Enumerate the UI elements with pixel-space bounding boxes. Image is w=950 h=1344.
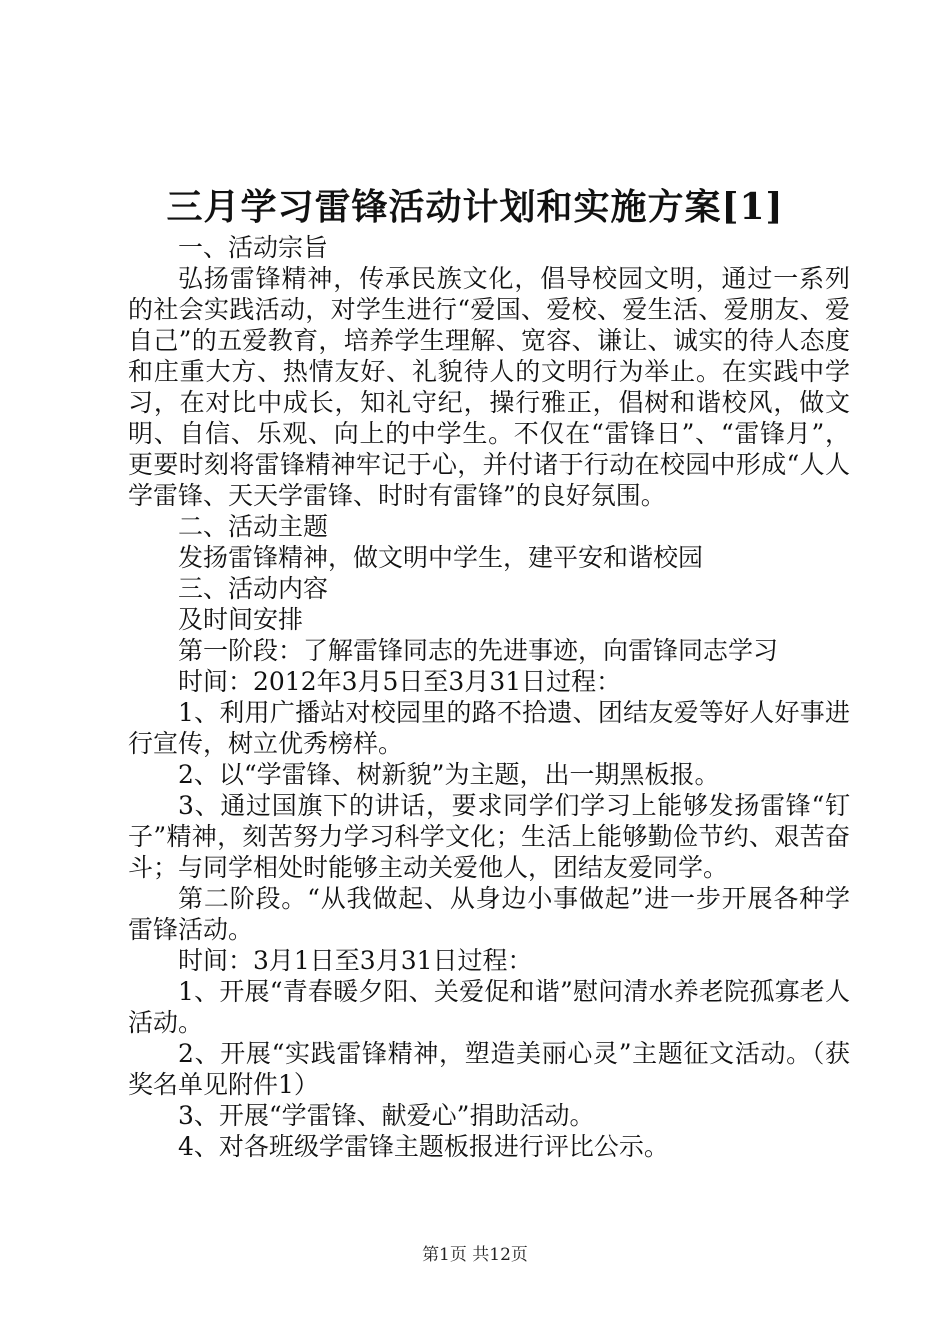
section-heading-schedule: 及时间安排 (178, 605, 304, 634)
paragraph-theme-text: 发扬雷锋精神，做文明中学生，建平安和谐校园 (178, 543, 704, 572)
paragraph-stage-two-item-1: 1、开展“青春暖夕阳、关爱促和谐”慰问清水养老院孤寡老人活动。 (128, 977, 850, 1037)
paragraph-stage-two-item-2: 2、开展“实践雷锋精神，塑造美丽心灵”主题征文活动。（获奖名单见附件1） (128, 1039, 850, 1099)
section-heading-purpose: 一、活动宗旨 (178, 233, 329, 262)
paragraph-stage-one-item-2: 2、以“学雷锋、树新貌”为主题，出一期黑板报。 (178, 760, 720, 789)
paragraph-stage-two-item-3: 3、开展“学雷锋、献爱心”捐助活动。 (178, 1101, 595, 1130)
paragraph-stage-two-time: 时间：3月1日至3月31日过程： (178, 946, 533, 975)
paragraph-stage-two-item-4: 4、对各班级学雷锋主题板报进行评比公示。 (178, 1132, 669, 1161)
page-indicator: 第1页 共12页 (422, 1245, 528, 1265)
section-heading-content: 三、活动内容 (178, 574, 329, 603)
paragraph-purpose-text: 弘扬雷锋精神，传承民族文化，倡导校园文明，通过一系列的社会实践活动，对学生进行“爱国、爱校、爱生活、爱朋友、爱自己”的五爱教育，培养学生理解、宽容、谦让、诚实的待人态度和庄重大方、热情友好、礼貌待人的文明行为举止。在实践中学习，在对比中成长，知礼守纪，操行雅正，倡树和谐校风，做文明、自信、乐观、向上的中学生。不仅在“雷锋日”、“雷锋月”，更要时刻将雷锋精神牢记于心，并付诸于行动在校园中形成“人人学雷锋、天天学雷锋、时时有雷锋”的良好氛围。 (128, 264, 850, 510)
paragraph-stage-one-item-1: 1、利用广播站对校园里的路不拾遗、团结友爱等好人好事进行宣传，树立优秀榜样。 (128, 698, 850, 758)
paragraph-stage-one-item-3: 3、通过国旗下的讲话，要求同学们学习上能够发扬雷锋“钉子”精神，刻苦努力学习科学文化；生活上能够勤俭节约、艰苦奋斗；与同学相处时能够主动关爱他人，团结友爱同学。 (128, 791, 850, 882)
document-title: 三月学习雷锋活动计划和实施方案[1] (166, 186, 784, 228)
paragraph-stage-two: 第二阶段。“从我做起、从身边小事做起”进一步开展各种学雷锋活动。 (128, 884, 850, 944)
paragraph-stage-one: 第一阶段：了解雷锋同志的先进事迹，向雷锋同志学习 (178, 636, 779, 665)
section-heading-theme: 二、活动主题 (178, 512, 329, 541)
document-body (128, 232, 850, 1162)
paragraph-stage-one-time: 时间：2012年3月5日至3月31日过程： (178, 667, 622, 696)
